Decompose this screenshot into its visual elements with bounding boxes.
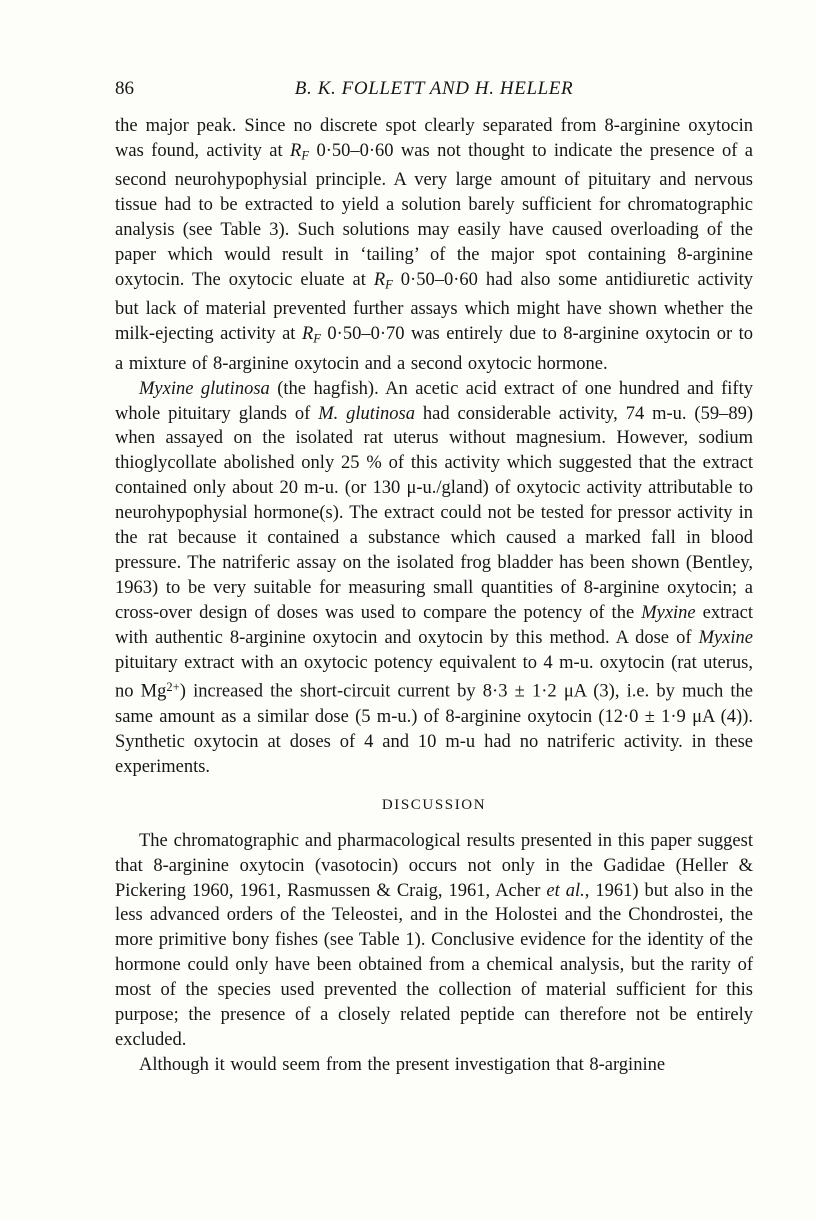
text-run: extract with authentic 8-arginine oxytocin and oxytocin by this method. A dose of [115,602,753,648]
text-run: 0·50–0·70 was entirely due to 8-arginine oxytocin or to a mixture of 8-arginine oxytocin and a second oxytocic hormone. [115,324,753,374]
text-run: Myxine [641,602,696,623]
text-run: (the hagfish). An acetic acid extract of one hundred and fifty whole pituitary glands of [115,378,753,424]
text-run: R [373,269,386,290]
text-run: F [313,331,321,346]
text-run: pituitary extract with an oxytocic potency equivalent to 4 m-u. oxytocin (rat uterus, no Mg [115,652,753,703]
text-run: the major peak. Since no discrete spot clearly separated from 8-arginine oxytocin was found, activity at [115,116,753,161]
article-body-top [115,114,753,780]
text-run: Although it would seem from the present investigation that 8-arginine [139,1054,666,1075]
text-run: 0·50–0·60 was not thought to indicate the presence of a second neurohypophysial principle. A very large amount of pituitary and nervous tissue had to be extracted to yield a solution barely sufficient for chromatographic analysis (see Table 3). Such solutions may easily have caused overloading of the paper which would result in ‘tailing’ of the major spot containing 8-arginine oxytocin. The oxytocic eluate at [115,140,753,290]
text-run: , 1961) but also in the less advanced orders of the Teleostei, and in the Holostei and the Chondrostei, the more primitive bony fishes (see Table 1). Conclusive evidence for the identity of the hormone could only have been obtained from a chemical analysis, but the rarity of most of the species used prevented the collection of material sufficient for this purpose; the presence of a closely related peptide can therefore not be entirely excluded. [115,880,753,1051]
text-run: 0·50–0·60 had also some antidiuretic activity but lack of material prevented further assays which might have shown whether the milk-ejecting activity at [115,269,753,345]
text-run: had considerable activity, 74 m-u. (59–89) when assayed on the isolated rat uterus without magnesium. However, sodium thioglycollate abolished only 25 % of this activity which suggested that the extract contained only about 20 m-u. (or 130 μ-u./gland) of oxytocic activity attributable to neurohypophysial hormone(s). The extract could not be tested for pressor activity in the rat because it contained a substance which caused a marked fall in blood pressure. The natriferic assay on the isolated frog bladder has been shown (Bentley, 1963) to be very suitable for measuring small quantities of 8-arginine oxytocin; a cross-over design of doses was used to compare the potency of the [115,403,754,623]
text-run: M. glutinosa [318,403,416,424]
text-run: Myxine [698,627,753,648]
text-run: ) increased the short-circuit current by 8·3 ± 1·2 μA (3), i.e. by much the same amount as a similar dose (5 m-u.) of 8-arginine oxytocin (12·0 ± 1·9 μA (4)). Synthetic oxytocin at doses of 4 and 10 m-u had no natriferic activity. in these experiments. [115,682,753,777]
text-run: R [301,324,314,345]
running-title: B. K. FOLLETT AND H. HELLER [294,78,574,99]
page-number: 86 [115,78,134,99]
text-run: R [290,140,302,161]
paragraph [115,114,753,377]
paragraph [115,1053,753,1078]
text-run: et al. [546,880,585,901]
text-run: The chromatographic and pharmacological results presented in this paper suggest that 8-arginine oxytocin (vasotocin) occurs not only in the Gadidae (Heller & Pickering 1960, 1961, Rasmussen & Craig, 1961, Acher [115,830,753,901]
text-run: Myxine glutinosa [139,378,270,399]
article-body-discussion [115,829,753,1078]
paragraph [115,829,753,1053]
text-run: F [301,148,310,163]
discussion-heading: DISCUSSION [381,796,487,813]
page-header [115,78,753,104]
text-run: 2+ [166,680,180,695]
paragraph [115,377,753,780]
text-block [115,78,753,1078]
text-run: F [385,277,393,292]
